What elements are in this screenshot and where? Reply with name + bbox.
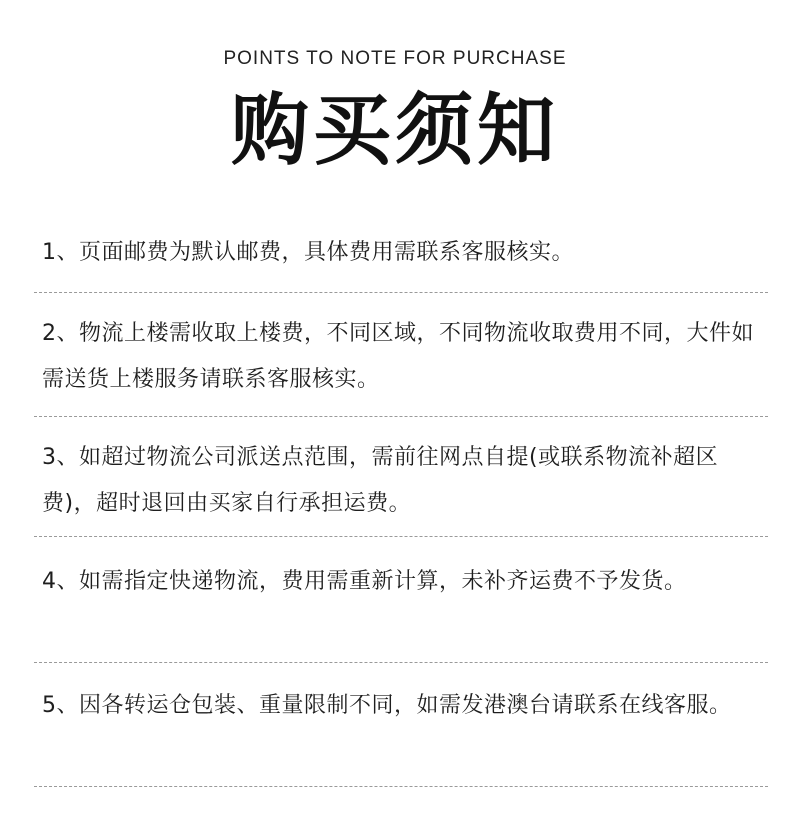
- note-text-4: 4、如需指定快递物流，费用需重新计算，未补齐运费不予发货。: [42, 569, 687, 594]
- note-text-2: 2、物流上楼需收取上楼费，不同区域，不同物流收取费用不同，大件如需送货上楼服务请联系客服核实。: [42, 321, 754, 392]
- note-item-3: [34, 417, 768, 537]
- note-item-4: [34, 537, 768, 663]
- page-title: 购买须知: [230, 86, 559, 176]
- note-text-3: 3、如超过物流公司派送点范围，需前往网点自提(或联系物流补超区费)，超时退回由买家自行承担运费。: [42, 445, 719, 516]
- notes-list: [34, 210, 768, 787]
- note-text-5: 5、因各转运仓包装、重量限制不同，如需发港澳台请联系在线客服。: [42, 693, 732, 718]
- note-item-5: [34, 663, 768, 787]
- note-item-2: [34, 293, 768, 417]
- note-item-1: [34, 210, 768, 293]
- page-subtitle: POINTS TO NOTE FOR PURCHASE: [223, 48, 567, 69]
- note-text-1: 1、页面邮费为默认邮费，具体费用需联系客服核实。: [42, 240, 574, 265]
